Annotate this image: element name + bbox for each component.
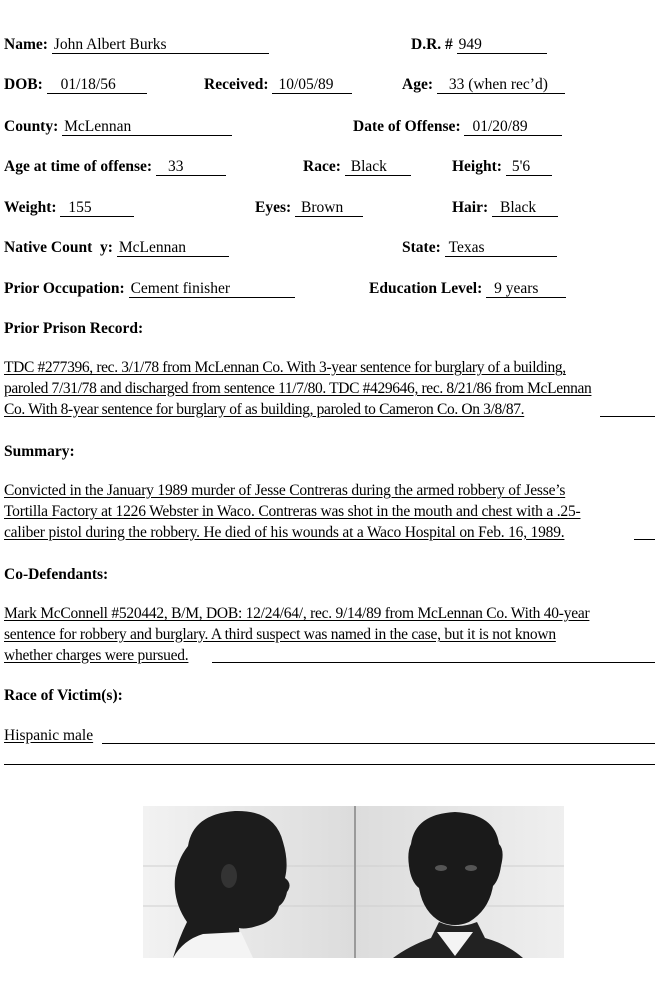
race-of-victims-heading: Race of Victim(s): (4, 687, 123, 704)
hair-label: Hair: (452, 199, 489, 216)
age-at-offense-label: Age at time of offense: (4, 158, 153, 175)
education-level-value: 9 years (486, 280, 566, 298)
dr-field (411, 36, 547, 54)
native-county-value: McLennan (117, 239, 229, 257)
name-value: John Albert Burks (52, 36, 269, 54)
height-label: Height: (452, 158, 502, 175)
prior-occupation-label: Prior Occupation: (4, 280, 125, 297)
hair-field (452, 199, 558, 217)
summary-line-2: Tortilla Factory at 1226 Webster in Waco. Contreras was shot in the mouth and chest with a .25- (4, 502, 581, 520)
name-label: Name: (4, 36, 48, 53)
weight-row (4, 199, 657, 219)
prior-occupation-field (4, 280, 295, 298)
occupation-row (4, 280, 657, 300)
mugshot-photo-icon (143, 806, 564, 958)
dob-value: 01/18/56 (47, 76, 147, 94)
dob-field (4, 76, 147, 94)
underline-fill (600, 415, 655, 417)
age-offense-row (4, 158, 657, 178)
date-of-offense-field (353, 118, 562, 136)
weight-value: 155 (60, 199, 134, 217)
eyes-label: Eyes: (255, 199, 292, 216)
date-of-offense-label: Date of Offense: (353, 118, 461, 135)
summary-text (4, 481, 655, 543)
race-value: Black (345, 158, 411, 176)
underline-fill (634, 538, 655, 540)
dr-value: 949 (457, 36, 547, 54)
county-field (4, 118, 232, 136)
blank-line (4, 763, 655, 765)
state-field (402, 239, 557, 257)
state-label: State: (402, 239, 441, 256)
education-level-label: Education Level: (369, 280, 483, 297)
race-field (303, 158, 411, 176)
name-row (4, 36, 657, 56)
prior-prison-record-text (4, 358, 655, 420)
received-field (204, 76, 352, 94)
weight-field (4, 199, 134, 217)
native-row (4, 239, 657, 259)
co-defendants-line-1: Mark McConnell #520442, B/M, DOB: 12/24/64/, rec. 9/14/89 from McLennan Co. With 40-year (4, 605, 590, 622)
dob-label: DOB: (4, 76, 43, 93)
age-field (402, 76, 565, 94)
date-of-offense-value: 01/20/89 (464, 118, 562, 136)
race-of-victims-line-1: Hispanic male (4, 727, 94, 744)
county-value: McLennan (62, 118, 232, 136)
education-level-field (369, 280, 566, 298)
height-value: 5'6 (506, 158, 552, 176)
co-defendants-line-3: whether charges were pursued. (4, 646, 189, 664)
native-county-label: Native Count y: (4, 239, 113, 256)
age-label: Age: (402, 76, 433, 93)
age-at-offense-field (4, 158, 226, 176)
age-value: 33 (when rec’d) (437, 76, 565, 94)
height-field (452, 158, 552, 176)
prior-prison-record-line-1: TDC #277396, rec. 3/1/78 from McLennan Co. With 3-year sentence for burglary of a building, (4, 359, 566, 376)
weight-label: Weight: (4, 199, 57, 216)
co-defendants-text (4, 604, 655, 666)
mugshot-photo (143, 806, 564, 958)
summary-heading: Summary: (4, 443, 75, 460)
county-label: County: (4, 118, 59, 135)
summary-line-3: caliber pistol during the robbery. He died of his wounds at a Waco Hospital on Feb. 16, 1989. (4, 523, 565, 541)
county-row (4, 118, 657, 138)
underline-fill (212, 661, 655, 663)
underline-fill (102, 742, 655, 744)
eyes-value: Brown (295, 199, 363, 217)
prior-prison-record-line-2: paroled 7/31/78 and discharged from sentence 11/7/80. TDC #429646, rec. 8/21/86 from McLennan (4, 379, 592, 397)
dob-row (4, 76, 657, 96)
dr-label: D.R. # (411, 36, 453, 53)
name-field (4, 36, 269, 54)
received-label: Received: (204, 76, 269, 93)
summary-line-1: Convicted in the January 1989 murder of Jesse Contreras during the armed robbery of Jesse’s (4, 482, 566, 499)
native-county-field (4, 239, 229, 257)
state-value: Texas (445, 239, 557, 257)
co-defendants-line-2: sentence for robbery and burglary. A third suspect was named in the case, but it is not known (4, 625, 556, 643)
race-label: Race: (303, 158, 341, 175)
age-at-offense-value: 33 (156, 158, 226, 176)
prior-occupation-value: Cement finisher (129, 280, 295, 298)
prior-prison-record-line-3: Co. With 8-year sentence for burglary of as building, paroled to Cameron Co. On 3/8/87. (4, 400, 525, 418)
eyes-field (255, 199, 363, 217)
received-value: 10/05/89 (272, 76, 352, 94)
prior-prison-record-heading: Prior Prison Record: (4, 320, 144, 337)
co-defendants-heading: Co-Defendants: (4, 566, 109, 583)
hair-value: Black (492, 199, 558, 217)
